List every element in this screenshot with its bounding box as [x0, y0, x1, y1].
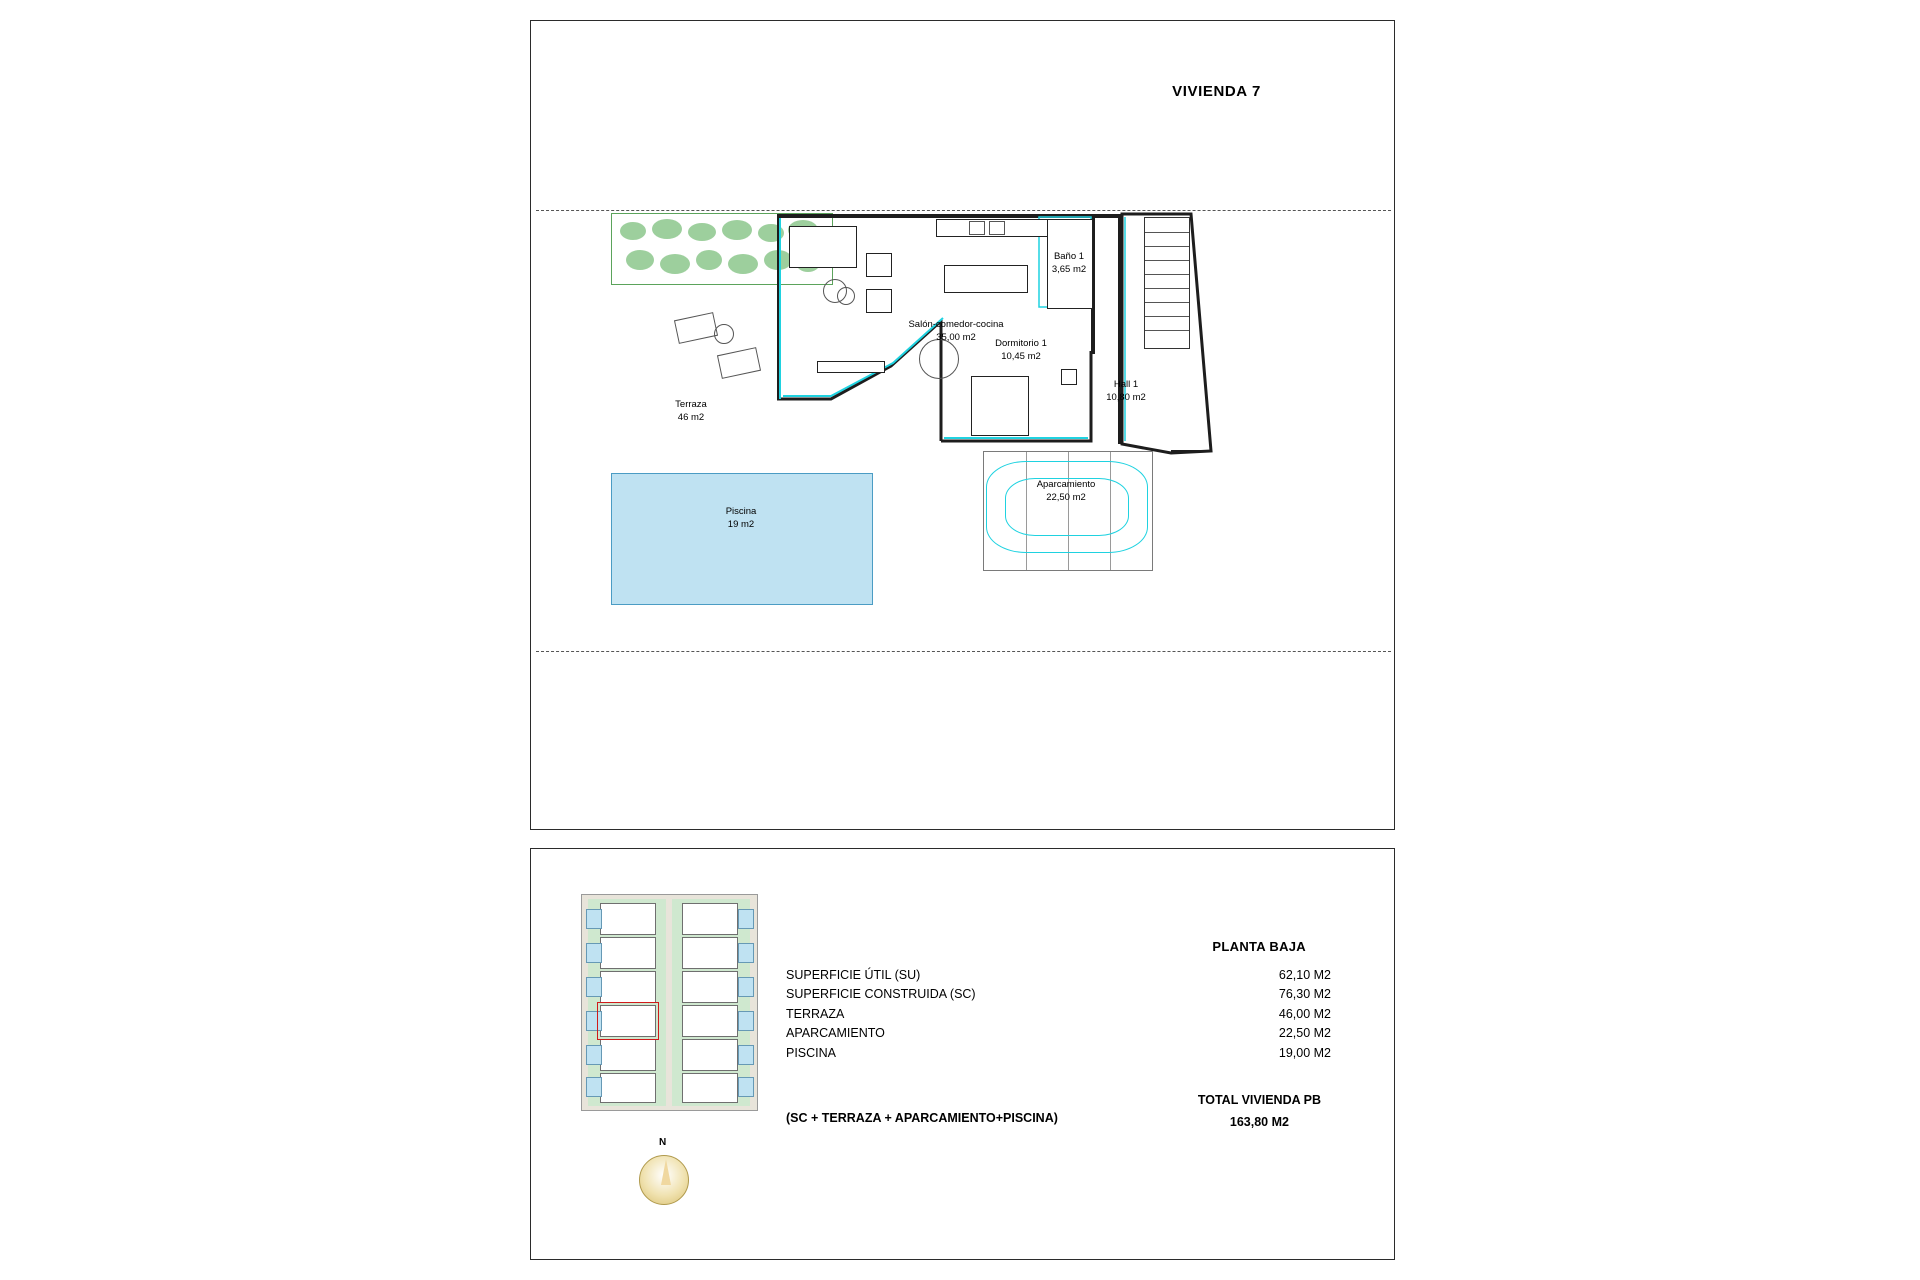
drawing-sheet — [530, 20, 1395, 1260]
staircase-icon — [1144, 217, 1190, 349]
highlighted-unit-marker — [597, 1002, 659, 1040]
area-label: SUPERFICIE ÚTIL (SU) — [786, 968, 921, 982]
armchair-icon — [866, 253, 892, 277]
area-row — [786, 985, 1331, 1004]
sideboard-icon — [817, 361, 885, 373]
area-label: APARCAMIENTO — [786, 1026, 885, 1041]
area-label: TERRAZA — [786, 1006, 845, 1021]
total-formula: (SC + TERRAZA + APARCAMIENTO+PISCINA) — [786, 1110, 1058, 1125]
room-label-bano: Baño 1 3,65 m2 — [1051, 251, 1087, 275]
area-row — [786, 1044, 1331, 1063]
compass-rose — [639, 1137, 693, 1203]
coffee-table-icon — [837, 287, 855, 305]
area-label: SUPERFICIE CONSTRUIDA (SC) — [786, 987, 976, 1002]
armchair-icon — [866, 289, 892, 313]
floor-title: PLANTA BAJA — [1212, 939, 1306, 954]
area-value: 76,30 M2 — [1278, 987, 1331, 1002]
area-schedule — [786, 939, 1331, 1134]
room-label-aparcamiento: Aparcamiento 22,50 m2 — [1036, 479, 1096, 503]
site-key-plan — [581, 894, 758, 1111]
area-value: 62,10 M2 — [1278, 968, 1331, 982]
total-block — [786, 1089, 1331, 1134]
area-row — [786, 1024, 1331, 1043]
room-label-hall: Hall 1 10,80 m2 — [1106, 379, 1146, 403]
room-label-dormitorio: Dormitorio 1 10,45 m2 — [995, 338, 1047, 362]
area-value: 22,50 M2 — [1278, 1026, 1331, 1041]
area-row — [786, 1005, 1331, 1024]
bed-icon — [971, 376, 1029, 436]
envelope-outline — [531, 21, 1396, 831]
sink-icon — [989, 221, 1005, 235]
compass-north-label: N — [659, 1137, 667, 1148]
total-value: 163,80 M2 — [1229, 1115, 1289, 1130]
hob-icon — [969, 221, 985, 235]
room-label-salon: Salón-comedor-cocina 35,00 m2 — [908, 319, 1004, 343]
total-title: TOTAL VIVIENDA PB — [1197, 1092, 1321, 1107]
room-label-piscina: Piscina 19 m2 — [725, 506, 757, 530]
dining-table-icon — [919, 339, 959, 379]
page-title-text: VIVIENDA 7 — [1172, 83, 1261, 100]
area-row — [786, 966, 1331, 985]
car-icon — [986, 461, 1148, 553]
floor-plan-frame — [530, 20, 1395, 830]
area-label: PISCINA — [786, 1045, 837, 1060]
area-value: 46,00 M2 — [1278, 1006, 1331, 1021]
kitchen-island-icon — [944, 265, 1028, 293]
area-value: 19,00 M2 — [1278, 1045, 1331, 1060]
sofa-icon — [789, 226, 857, 268]
room-label-terraza: Terraza 46 m2 — [675, 399, 707, 423]
plan-graphics — [531, 21, 1396, 831]
legend-frame — [530, 848, 1395, 1260]
